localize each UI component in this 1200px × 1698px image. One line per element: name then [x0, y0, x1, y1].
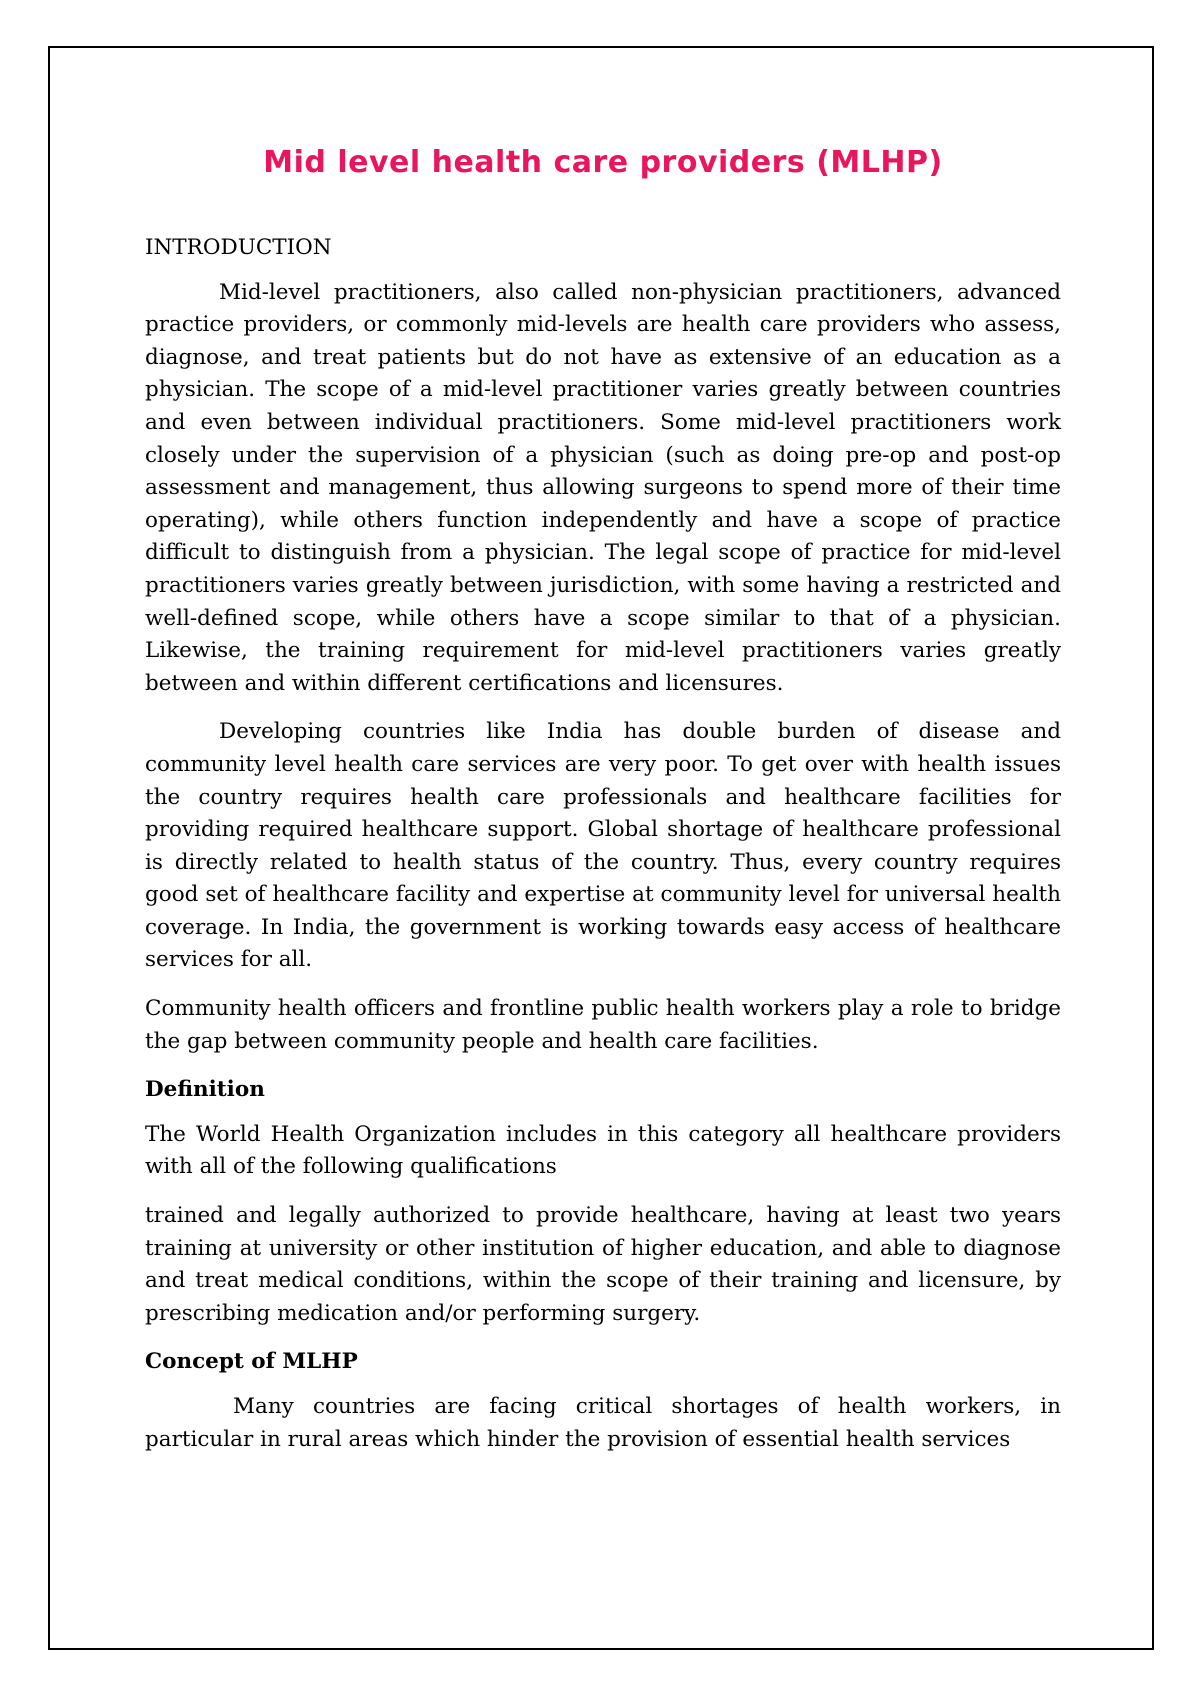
concept-heading: Concept of MLHP: [145, 1349, 358, 1375]
definition-heading: Definition: [145, 1077, 265, 1103]
definition-paragraph-2: trained and legally authorized to provide healthcare, having at least two years training at university or other institution of higher education, and able to diagnose and treat medical conditions, within the scope of their training and licensure, by prescribing medication and/or performing surgery.: [145, 1203, 1061, 1326]
definition-paragraph-1: The World Health Organization includes in this category all healthcare providers with all of the following qualifications: [145, 1121, 1061, 1180]
intro-paragraph-3: Community health officers and frontline public health workers play a role to bridge the gap between community people and health care facilities.: [145, 996, 1061, 1054]
introduction-heading: INTRODUCTION: [145, 235, 332, 260]
concept-paragraph-1: Many countries are facing critical shortages of health workers, in particular in rural areas which hinder the provision of essential health services: [145, 1394, 1061, 1452]
document-title: Mid level health care providers (MLHP): [263, 145, 943, 180]
intro-paragraph-1: Mid-level practitioners, also called non-physician practitioners, advanced practice providers, or commonly mid-levels are health care providers who assess, diagnose, and treat patients but do not have as extensive of an education as a physician. The scope of a mid-level practitioner varies greatly between countries and even between individual practitioners. Some mid-level practitioners work closely under the supervision of a physician (such as doing pre-op and post-op assessment and management, thus allowing surgeons to spend more of their time operating), while others function independently and have a scope of practice difficult to distinguish from a physician. The legal scope of practice for mid-level practitioners varies greatly between jurisdiction, with some having a restricted and well-defined scope, while others have a scope similar to that of a physician. Likewise, the training requirement for mid-level practitioners varies greatly between and within different certifications and licensures.: [145, 279, 1061, 696]
document-body: [145, 140, 1061, 1472]
intro-paragraph-2: Developing countries like India has double burden of disease and community level health care services are very poor. To get over with health issues the country requires health care professionals and healthcare facilities for providing required healthcare support. Global shortage of healthcare professional is directly related to health status of the country. Thus, every country requires good set of healthcare facility and expertise at community level for universal health coverage. In India, the government is working towards easy access of healthcare services for all.: [145, 719, 1061, 973]
